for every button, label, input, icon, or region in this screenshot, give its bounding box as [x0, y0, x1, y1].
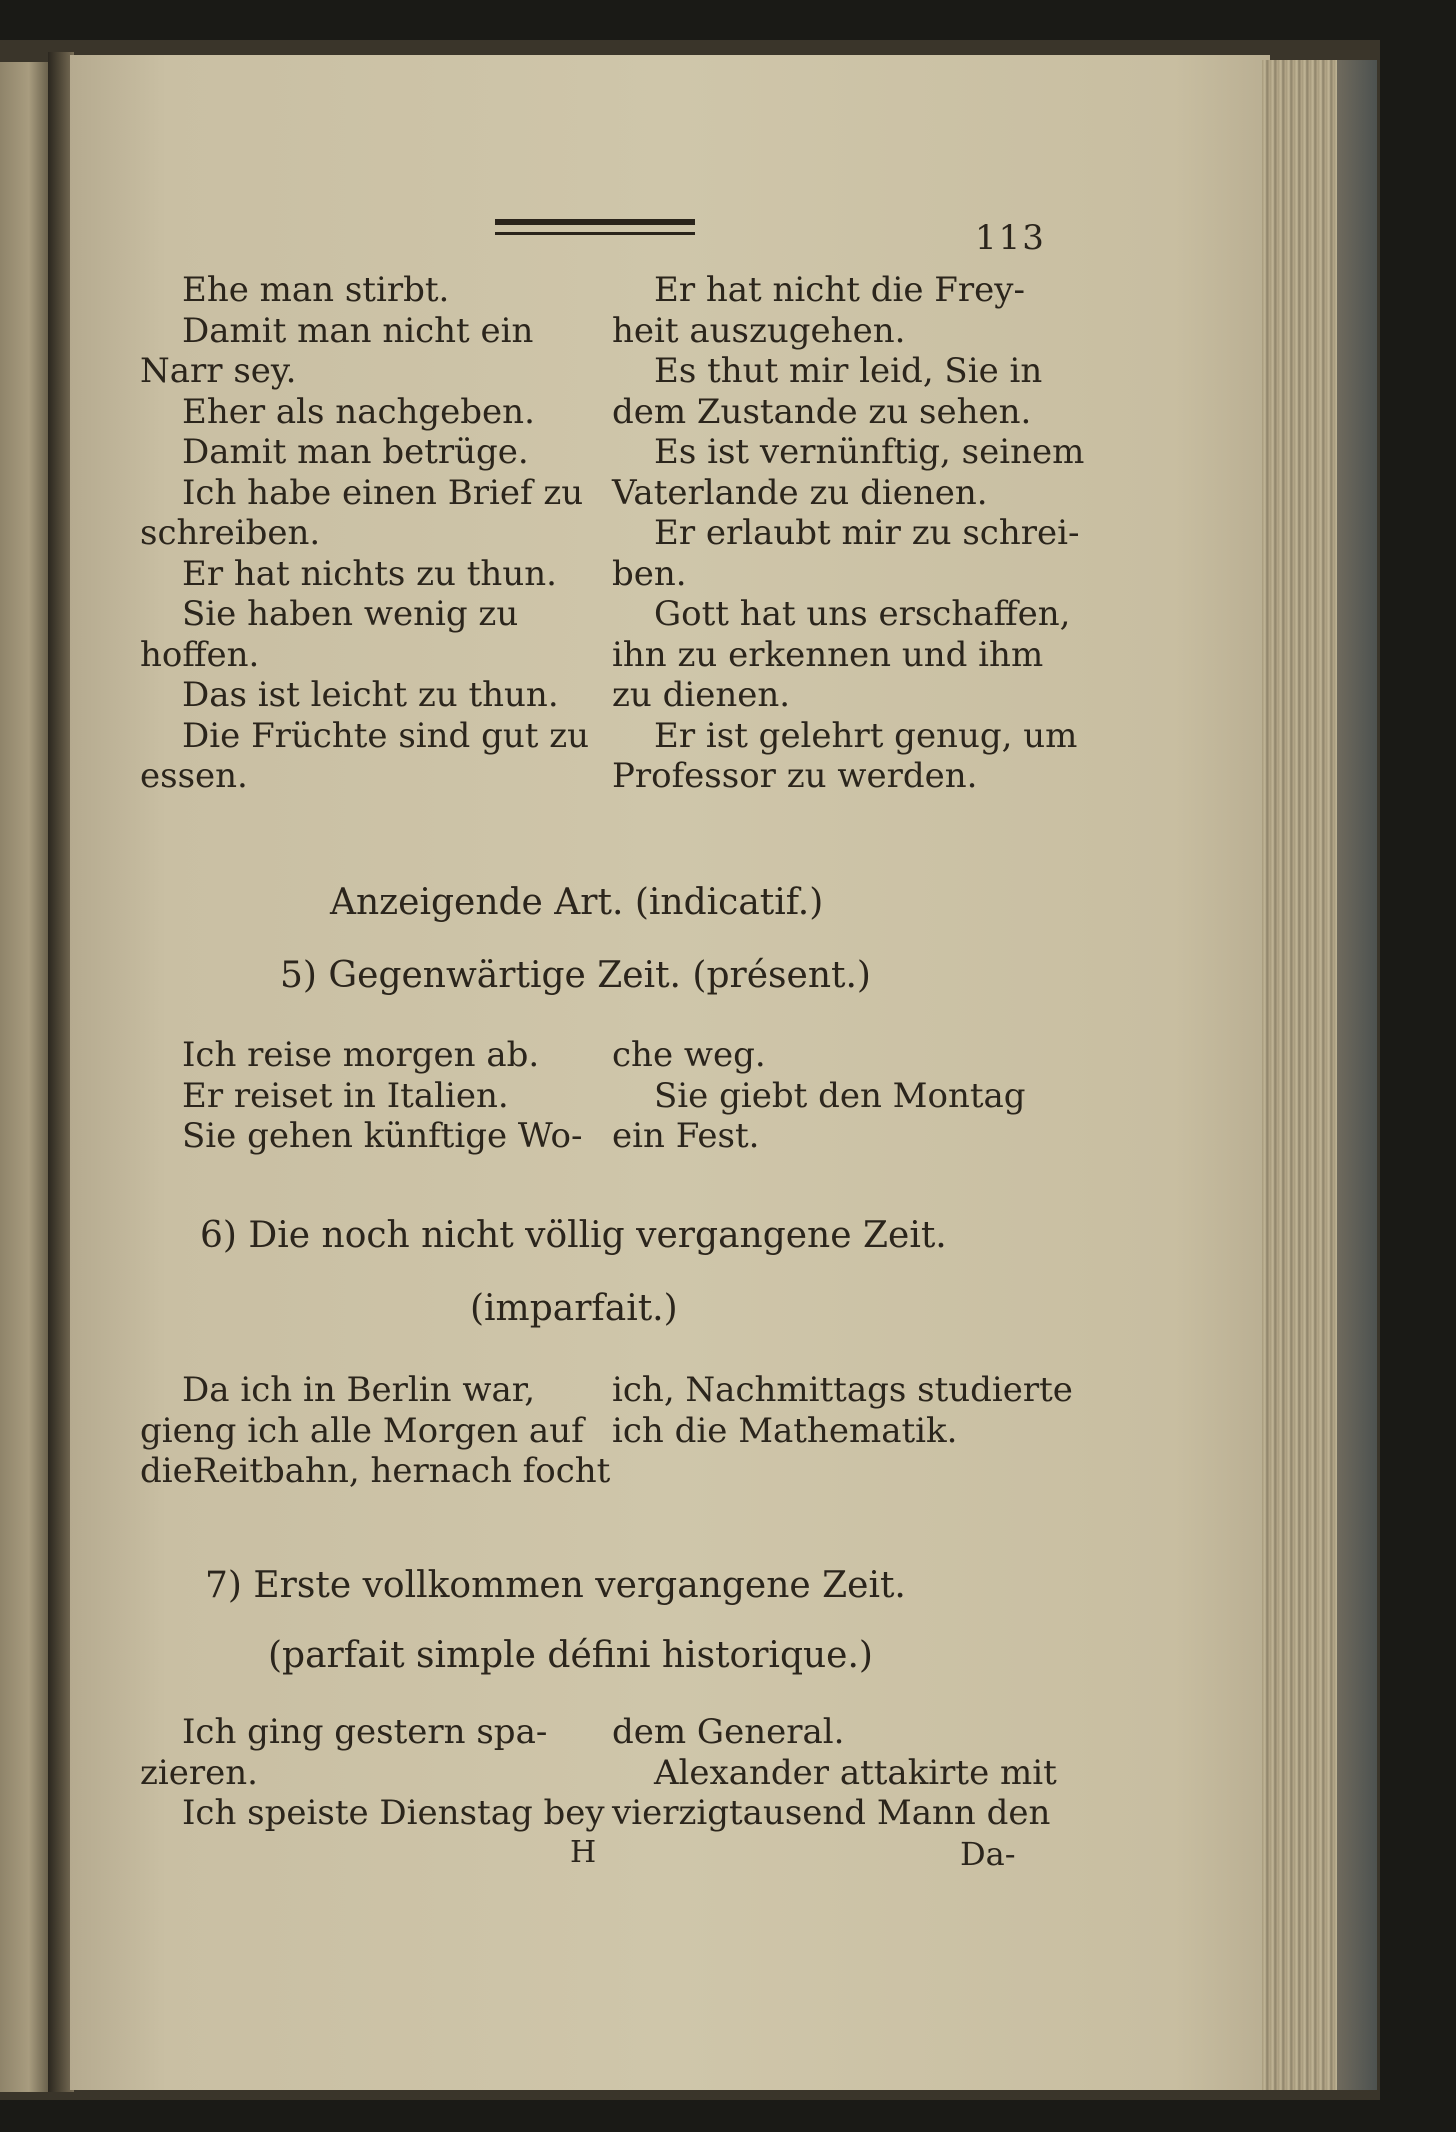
text-line: hoffen.	[140, 634, 260, 675]
text-line: Ich ging gestern spa-	[182, 1712, 548, 1752]
text-line: gieng ich alle Morgen auf	[140, 1410, 584, 1451]
text-line: Damit man betrüge.	[182, 432, 529, 472]
text-line: Ich reise morgen ab.	[182, 1035, 540, 1075]
mode-heading: Anzeigende Art. (indicatif.)	[330, 882, 824, 923]
signature-mark: H	[570, 1835, 597, 1870]
text-line: che weg.	[612, 1035, 766, 1075]
text-line: Alexander attakirte mit	[654, 1752, 1057, 1793]
section-6-right	[612, 1370, 1073, 1451]
text-line: Es thut mir leid, Sie in	[654, 351, 1043, 391]
section-5-right	[612, 1035, 1052, 1157]
text-line: dem Zustande zu sehen.	[612, 391, 1032, 432]
text-line: zu dienen.	[612, 675, 791, 715]
text-line: Er ist gelehrt genug, um	[654, 715, 1078, 756]
text-line: ich die Mathematik.	[612, 1410, 958, 1451]
text-line: ein Fest.	[612, 1116, 760, 1156]
top-left-column	[140, 270, 590, 797]
text-line: Er hat nicht die Frey-	[654, 270, 1025, 310]
page-edges	[1262, 60, 1377, 2090]
section-7-subheading: (parfait simple défini historique.)	[268, 1635, 873, 1676]
text-line: vierzigtausend Mann den	[612, 1793, 1051, 1833]
text-line: ich, Nachmittags studierte	[612, 1370, 1073, 1410]
section-5-left	[140, 1035, 583, 1157]
text-line: Ich habe einen Brief zu	[182, 472, 584, 513]
text-line: Sie giebt den Montag	[654, 1075, 1026, 1116]
text-line: Die Früchte sind gut zu	[182, 715, 590, 756]
text-line: dieReitbahn, hernach focht	[140, 1451, 611, 1491]
text-line: Damit man nicht ein	[182, 310, 534, 351]
text-line: ben.	[612, 553, 687, 594]
text-line: Professor zu werden.	[612, 756, 978, 796]
text-line: Vaterlande zu dienen.	[612, 472, 988, 513]
text-line: Er hat nichts zu thun.	[182, 553, 557, 594]
text-line: Sie gehen künftige Wo-	[182, 1116, 583, 1156]
catchword: Da-	[960, 1835, 1016, 1873]
text-line: heit auszugehen.	[612, 310, 906, 351]
section-7-right	[612, 1712, 1057, 1834]
text-line: dem General.	[612, 1712, 845, 1752]
section-6-heading: 6) Die noch nicht völlig vergangene Zeit.	[200, 1215, 947, 1256]
section-7-left	[140, 1712, 605, 1834]
text-line: schreiben.	[140, 513, 321, 553]
text-line: Ich speiste Dienstag bey	[182, 1793, 605, 1833]
section-7-heading: 7) Erste vollkommen vergangene Zeit.	[205, 1565, 906, 1606]
text-line: ihn zu erkennen und ihm	[612, 634, 1044, 675]
section-6-left	[140, 1370, 611, 1492]
page-number: 113	[975, 218, 1046, 258]
text-line: Eher als nachgeben.	[182, 391, 535, 432]
text-line: Da ich in Berlin war,	[182, 1370, 536, 1410]
left-page-edge	[0, 62, 48, 2092]
text-line: Gott hat uns erschaffen,	[654, 594, 1071, 634]
text-line: essen.	[140, 756, 248, 796]
section-5-heading: 5) Gegenwärtige Zeit. (présent.)	[280, 955, 871, 996]
text-line: Er reiset in Italien.	[182, 1075, 509, 1116]
section-6-subheading: (imparfait.)	[470, 1288, 678, 1329]
text-line: Das ist leicht zu thun.	[182, 675, 559, 715]
text-line: Sie haben wenig zu	[182, 594, 519, 634]
text-line: Ehe man stirbt.	[182, 270, 450, 310]
text-line: Er erlaubt mir zu schrei-	[654, 513, 1080, 553]
text-line: Narr sey.	[140, 351, 297, 391]
top-right-column	[612, 270, 1085, 797]
header-rule	[495, 219, 695, 235]
text-line: zieren.	[140, 1752, 258, 1793]
text-line: Es ist vernünftig, seinem	[654, 432, 1085, 472]
